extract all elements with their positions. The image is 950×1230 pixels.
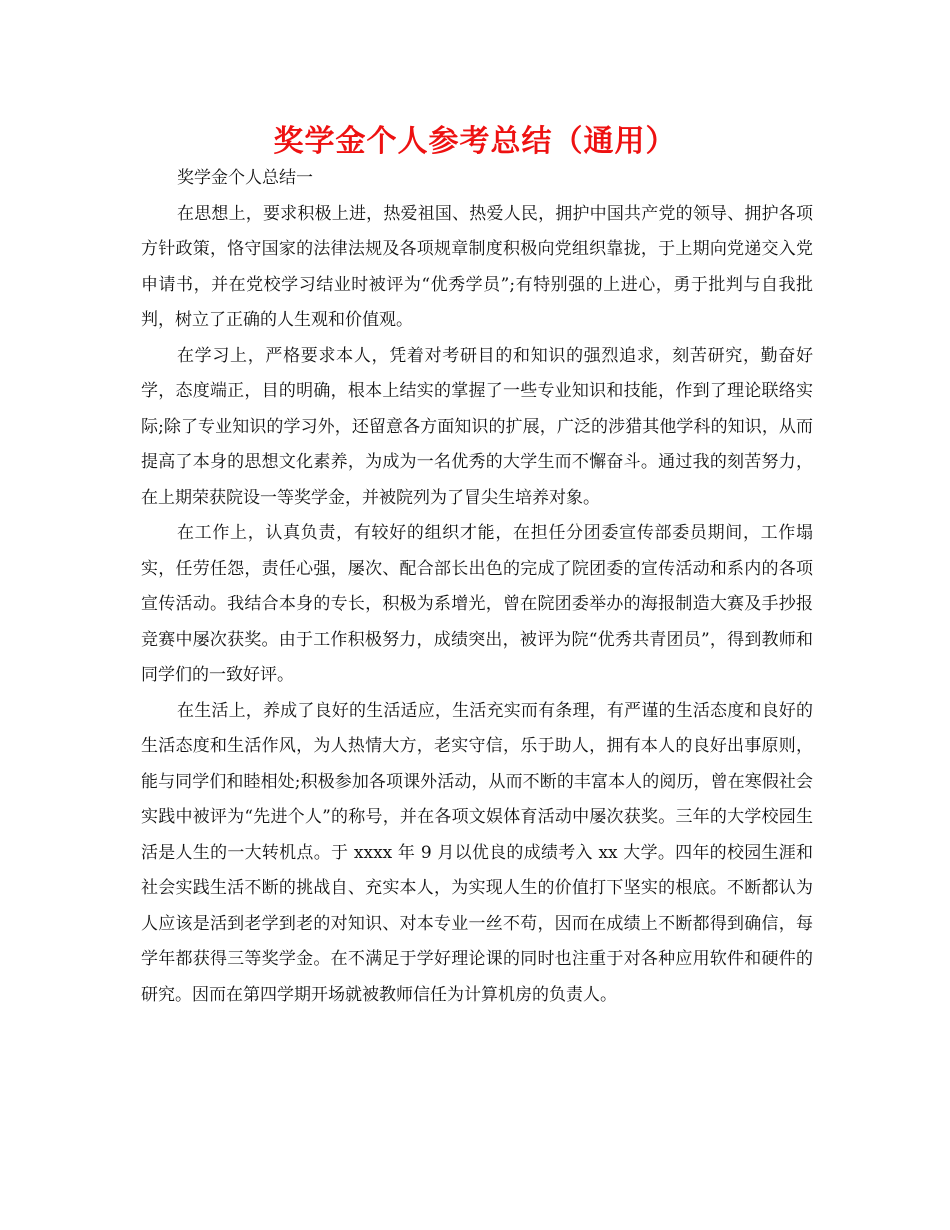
paragraph-study: 在学习上，严格要求本人，凭着对考研目的和知识的强烈追求，刻苦研究，勤奋好学，态度端正，目的明确，根本上结实的掌握了一些专业知识和技能，作到了理论联络实际;除了专业知识的学习外，还留意各方面知识的扩展，广泛的涉猎其他学科的知识，从而提高了本身的思想文化素养，为成为一名优秀的大学生而不懈奋斗。通过我的刻苦努力，在上期荣获院设一等奖学金，并被院列为了冒尖生培养对象。 bbox=[141, 345, 813, 508]
document-body bbox=[141, 161, 813, 1013]
section-heading: 奖学金个人总结一 bbox=[177, 168, 313, 188]
paragraph-work: 在工作上，认真负责，有较好的组织才能，在担任分团委宣传部委员期间，工作塌实，任劳任怨，责任心强，屡次、配合部长出色的完成了院团委的宣传活动和系内的各项宣传活动。我结合本身的专长，积极为系增光，曾在院团委举办的海报制造大赛及手抄报竞赛中屡次获奖。由于工作积极努力，成绩突出，被评为院“优秀共青团员”，得到教师和同学们的一致好评。 bbox=[141, 523, 813, 685]
document-title: 奖学金个人参考总结（通用） bbox=[273, 124, 677, 159]
paragraph-life: 在生活上，养成了良好的生活适应，生活充实而有条理，有严谨的生活态度和良好的生活态度和生活作风，为人热情大方，老实守信，乐于助人，拥有本人的良好出事原则，能与同学们和睦相处;积极参加各项课外活动，从而不断的丰富本人的阅历，曾在寒假社会实践中被评为“先进个人”的称号，并在各项文娱体育活动中屡次获奖。三年的大学校园生活是人生的一大转机点。于 xxxx 年 9 月以优良的成绩考入 xx 大学。四年的校园生涯和社会实践生活不断的挑战自、充实本人，为实现人生的价值打下坚实的根底。不断都认为人应该是活到老学到老的对知识、对本专业一丝不苟，因而在成绩上不断都得到确信，每学年都获得三等奖学金。在不满足于学好理论课的同时也注重于对各种应用软件和硬件的研究。因而在第四学期开场就被教师信任为计算机房的负责人。 bbox=[141, 700, 813, 1005]
paragraph-thought: 在思想上，要求积极上进，热爱祖国、热爱人民，拥护中国共产党的领导、拥护各项方针政策，恪守国家的法律法规及各项规章制度积极向党组织靠拢，于上期向党递交入党申请书，并在党校学习结业时被评为“优秀学员”;有特别强的上进心，勇于批判与自我批判，树立了正确的人生观和价值观。 bbox=[141, 203, 813, 330]
